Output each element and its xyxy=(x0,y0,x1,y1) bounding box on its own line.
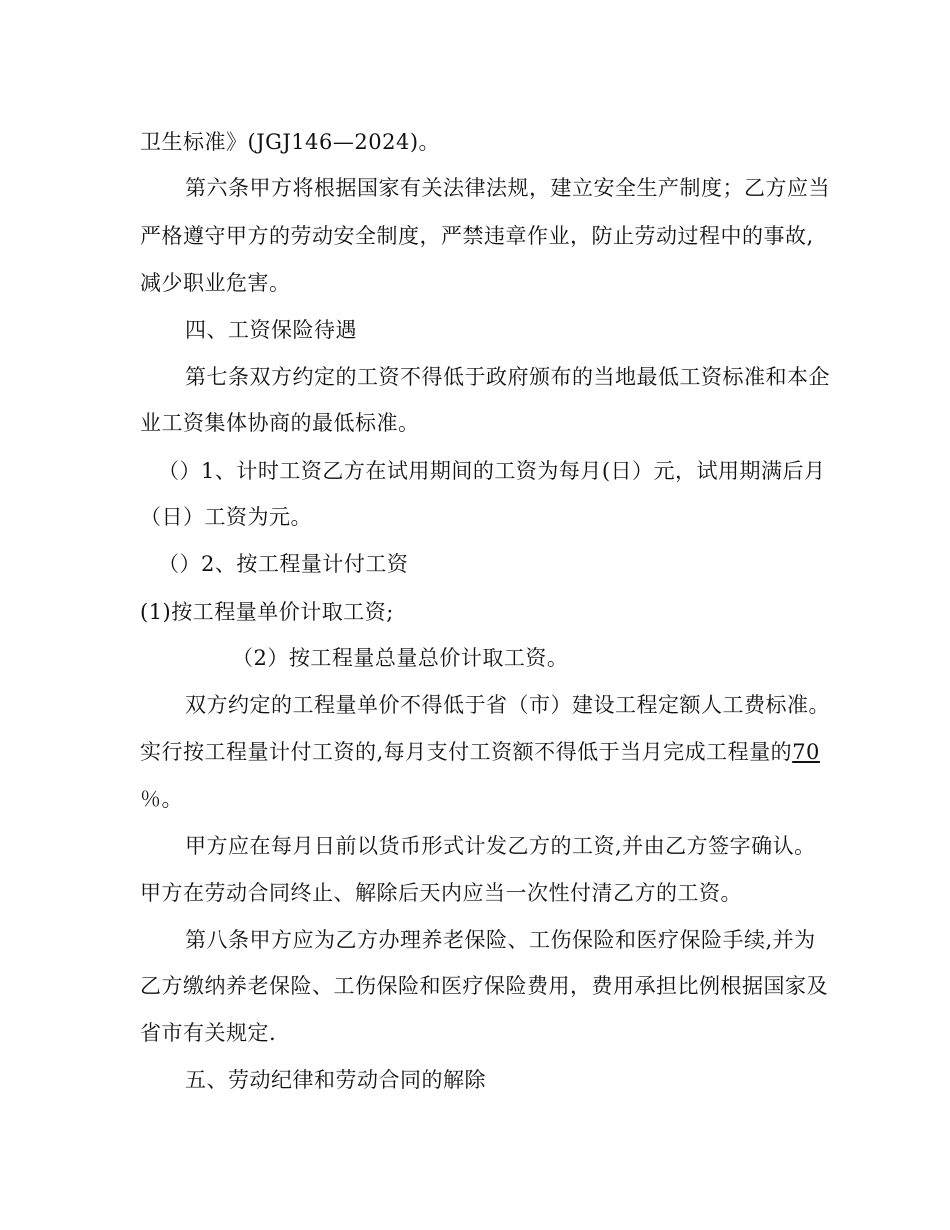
paragraph-line: 省市有关规定. xyxy=(140,1021,277,1045)
paragraph-line: ％。 xyxy=(140,787,183,811)
paragraph-line: （）1、计时工资乙方在试用期间的工资为每月(日）元，试用期满后月 xyxy=(158,459,826,483)
paragraph-line: 卫生标准》(JGJ146—2024)。 xyxy=(140,130,441,154)
paragraph-line: 第六条甲方将根据国家有关法律法规，建立安全生产制度；乙方应当 xyxy=(185,176,830,200)
paragraph-line: 乙方缴纳养老保险、工伤保险和医疗保险费用，费用承担比例根据国家及 xyxy=(140,974,828,998)
paragraph-line xyxy=(140,737,820,767)
paragraph-line: 严格遵守甲方的劳动安全制度，严禁违章作业，防止劳动过程中的事故, xyxy=(140,224,814,248)
section-heading: 五、劳动纪律和劳动合同的解除 xyxy=(185,1068,486,1092)
paragraph-line: 减少职业危害。 xyxy=(140,271,291,295)
paragraph-line: 甲方应在每月日前以货币形式计发乙方的工资,并由乙方签字确认。 xyxy=(185,834,816,858)
paragraph-line: （日）工资为元。 xyxy=(140,505,312,529)
paragraph-line: （2）按工程量总量总价计取工资。 xyxy=(232,646,569,670)
paragraph-line: 第七条双方约定的工资不得低于政府颁布的当地最低工资标准和本企 xyxy=(185,365,830,389)
underlined-percentage: 70 xyxy=(792,740,820,764)
paragraph-line: 甲方在劳动合同终止、解除后天内应当一次性付清乙方的工资。 xyxy=(140,881,742,905)
paragraph-text: 实行按工程量计付工资的,每月支付工资额不得低于当月完成工程量的 xyxy=(140,740,793,764)
paragraph-line: 双方约定的工程量单价不得低于省（市）建设工程定额人工费标准。 xyxy=(185,693,830,717)
paragraph-line: (1)按工程量单价计取工资; xyxy=(140,600,394,624)
section-heading: 四、工资保险待遇 xyxy=(185,318,357,342)
paragraph-line: 第八条甲方应为乙方办理养老保险、工伤保险和医疗保险手续,并为 xyxy=(185,928,816,952)
paragraph-line: 业工资集体协商的最低标准。 xyxy=(140,411,420,435)
paragraph-line: （）2、按工程量计付工资 xyxy=(158,552,409,576)
